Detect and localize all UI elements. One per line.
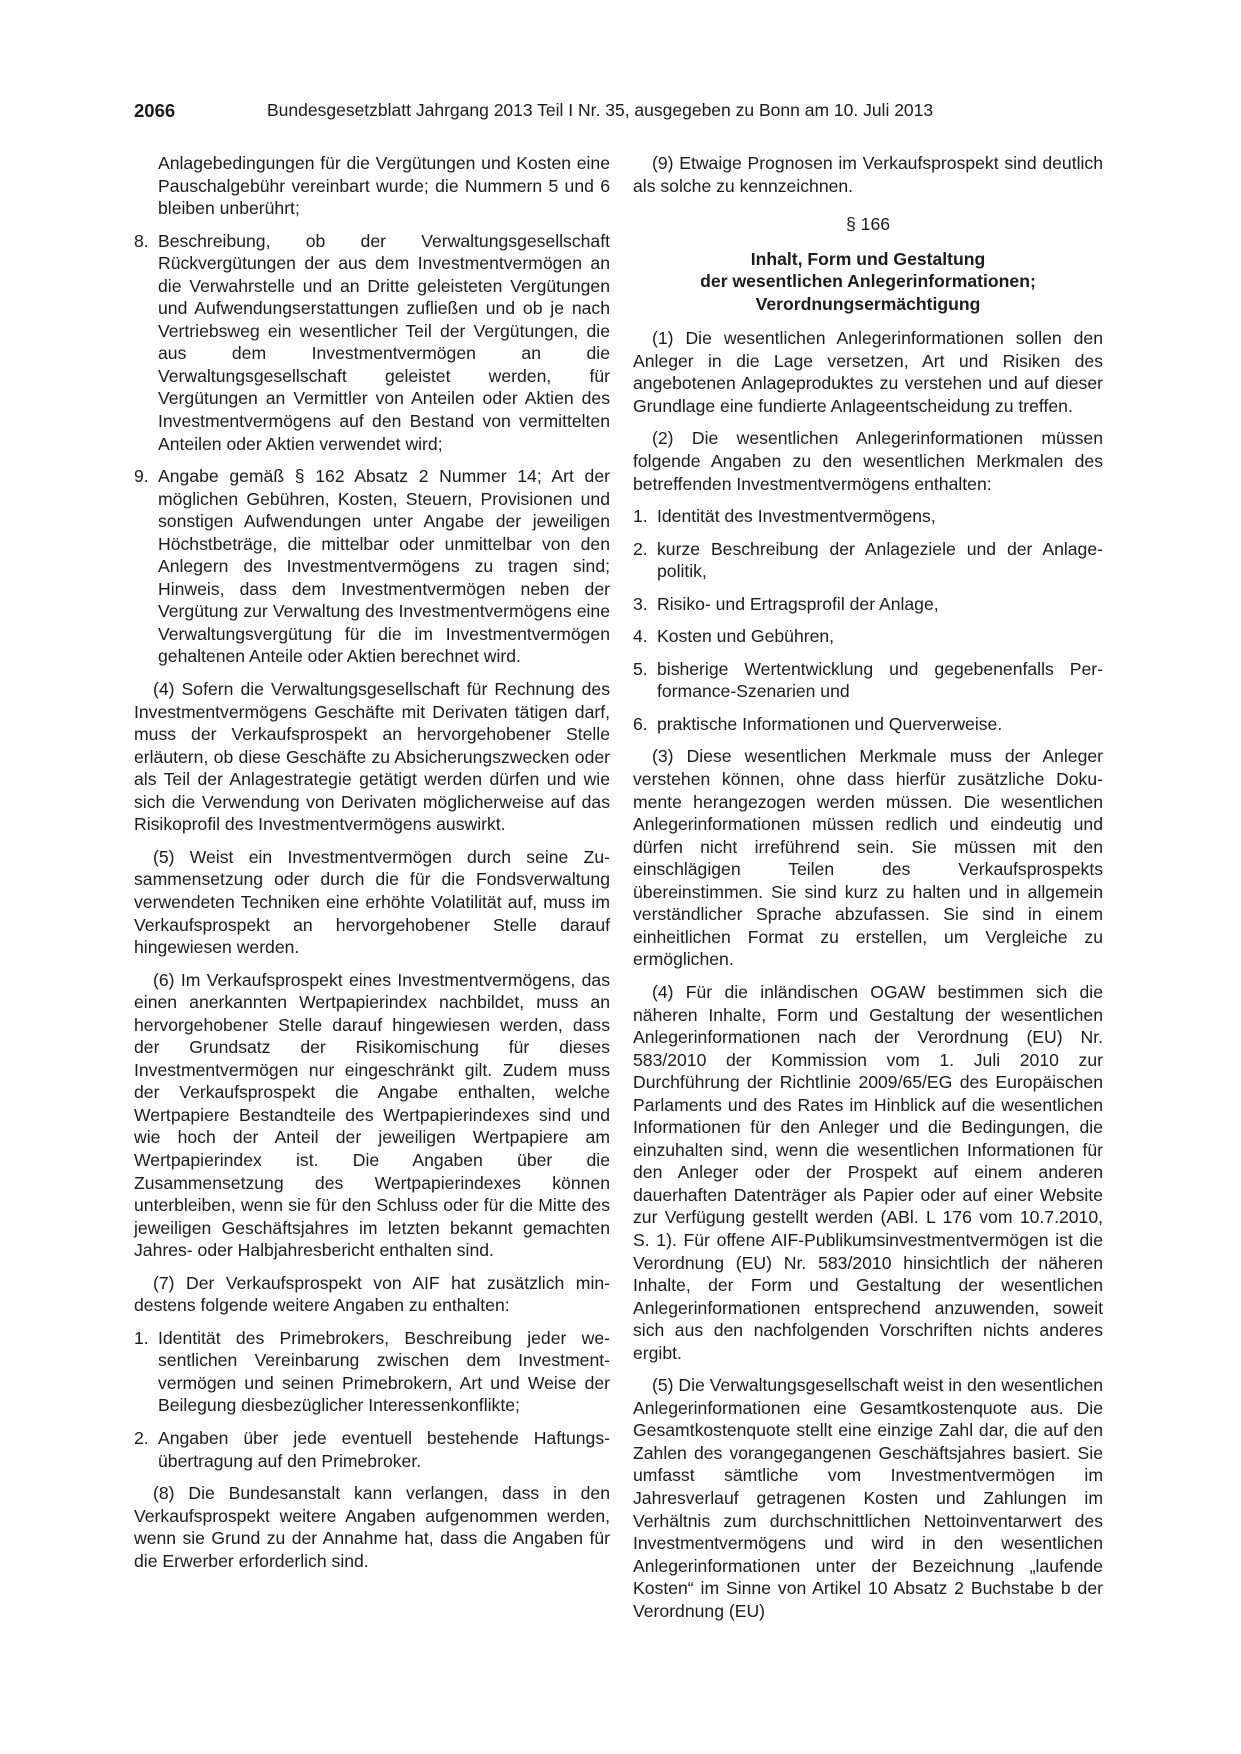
continuation-text: Anlagebedingungen für die Vergütungen und Kosten eine Pauschalgebühr vereinbart wurde; die Nummern 5 und 6 bleiben unberührt; (158, 153, 610, 219)
list-item-number: 5. (633, 658, 648, 679)
list-item (633, 625, 1103, 648)
section-title-line: Verordnungsermächtigung (755, 293, 981, 314)
list-item (633, 593, 1103, 616)
paragraph-4: (4) Für die inländischen OGAW bestimmen sich die näheren Inhalte, Form und Gestaltung der wesentlichen Anlegerinformationen nach der Verordnung (EU) Nr. 583/2010 der Kommission vom 1. Juli 2010 zur Durchführung der Richtlinie 2009/65/EG des Europäischen Parlaments und des Rates im Hinblick auf die wesentlichen Informationen für den Anleger und die Bedingungen, die einzuhalten sind, wenn die wesentlichen Informationen für den Anleger oder der Prospekt auf einem anderen dauerhaften Datenträger als Papier oder auf einer Website zur Verfügung gestellt werden (ABl. L 176 vom 10.7.2010, S. 1). Für offene AIF-Publikumsinvestmentvermögen ist die Verordnung (EU) Nr. 583/2010 hinsichtlich der näheren Inhalte, der Form und Gestaltung der wesentlichen Anlegerinformationen entsprechend anzuwenden, soweit sich aus den nachfolgenden Vorschriften nichts anderes ergibt. (633, 981, 1103, 1363)
list-item-number: 9. (134, 466, 149, 487)
paragraph-2: (2) Die wesentlichen Anlegerinformationen müssen folgende Angaben zu den wesentlichen Merkmalen des betreffenden Investmentvermögens enthalten: (633, 428, 1103, 494)
running-head: Bundesgesetzblatt Jahrgang 2013 Teil I Nr. 35, ausgegeben zu Bonn am 10. Juli 2013 (267, 100, 934, 120)
list-item-number: 1. (134, 1327, 149, 1348)
paragraph-4: (4) Sofern die Verwaltungsgesellschaft für Rechnung des Investmentvermögens Geschäfte mit Derivaten tätigen darf, muss der Verkaufsprospekt an hervorgehobener Stelle erläutern, ob diese Geschäfte zu Absicherungszwecken oder als Teil der Anlagestrategie getätigt werden dürfen und wie sich die Verwendung von Derivaten möglicherweise auf das Risikoprofil des Investmentvermögens auswirkt. (134, 679, 610, 835)
paragraph-7: (7) Der Verkaufsprospekt von AIF hat zusätzlich mindestens folgende weitere Angaben zu enthalten: (134, 1272, 610, 1316)
paragraph-9: (9) Etwaige Prognosen im Verkaufsprospekt sind deutlich als solche zu kennzeichnen. (633, 153, 1103, 196)
list-item (134, 1327, 610, 1417)
paragraph-8: (8) Die Bundesanstalt kann verlangen, dass in den Verkaufsprospekt weitere Angaben aufgenommen werden, wenn sie Grund zu der Annahme hat, dass die Angaben für die Erwerber erforderlich sind. (134, 1483, 610, 1571)
list-item (633, 713, 1103, 736)
list-item (633, 505, 1103, 528)
list-item-text: Angaben über jede eventuell bestehende Haftungsübertragung auf den Primebroker. (158, 1427, 610, 1471)
list-item-text: Identität des Primebrokers, Beschreibung jeder wesentlichen Vereinbarung zwischen dem Investmentvermögen und seinen Primebrokern, Art und Weise der Beilegung diesbezüglicher Interessenkonflikte; (158, 1327, 610, 1416)
list-item-text: bisherige Wertentwicklung und gegebenenfalls Performance-Szenarien und (657, 658, 1103, 702)
paragraph-1: (1) Die wesentlichen Anlegerinformationen sollen den Anleger in die Lage versetzen, Art und Risiken des angebotenen Anlageproduktes zu verstehen und auf dieser Grundlage eine fundierte Anlageentscheidung zu treffen. (633, 328, 1103, 416)
paragraph-5: (5) Weist ein Investmentvermögen durch seine Zusammensetzung oder durch die für die Fondsverwaltung verwendeten Techniken eine erhöhte Volatilität auf, muss im Verkaufsprospekt an hervorgehobener Stelle darauf hingewiesen werden. (134, 846, 610, 958)
list-item-text: Kosten und Gebühren, (657, 626, 835, 647)
list-item-text: kurze Beschreibung der Anlageziele und der Anlagepolitik, (657, 538, 1103, 582)
paragraph-6: (6) Im Verkaufsprospekt eines Investmentvermögens, das einen anerkannten Wertpapierindex nachbildet, muss an hervorgehobener Stelle darauf hingewiesen werden, dass der Grundsatz der Risikomischung für dieses Investmentvermögen nur eingeschränkt gilt. Zudem muss der Verkaufsprospekt die Angabe enthalten, welche Wertpapiere Bestandteile des Wertpapierindexes sind und wie hoch der Anteil der jeweiligen Wertpapiere am Wertpapierindex ist. Die Angaben über die Zusammensetzung des Wertpapierindexes können unterbleiben, wenn sie für den Schluss oder für die Mitte des jeweiligen Geschäftsjahres im letzten bekannt gemachten Jahres- oder Halbjahresbericht enthalten sind. (134, 969, 610, 1261)
list-item-number: 8. (134, 230, 149, 251)
list-item-number: 1. (633, 506, 648, 527)
left-column (134, 152, 610, 1582)
list-item (134, 465, 610, 668)
page-number: 2066 (134, 100, 176, 121)
section-title-line: der wesentlichen Anlegerinformationen; (700, 271, 1036, 292)
list-item-text: Risiko- und Ertragsprofil der Anlage, (657, 593, 939, 614)
list-item-number: 2. (134, 1427, 149, 1448)
list-item-text: praktische Informationen und Querverweise. (657, 713, 1003, 734)
section-number: § 166 (845, 214, 891, 235)
paragraph-5: (5) Die Verwaltungsgesellschaft weist in den wesentlichen Anlegerinformationen eine Gesamtkostenquote aus. Die Gesamtkostenquote stellt eine einzige Zahl dar, die auf den Zahlen des vorangegangenen Geschäftsjahres basiert. Sie umfasst sämtliche vom Investmentvermögen im Jahresverlauf getragenen Kosten und Zahlungen im Verhältnis zum durchschnittlichen Nettoinventarwert des Investmentvermögens und wird in den wesentlichen Anlegerinformationen unter der Bezeichnung „laufende Kosten“ im Sinne von Artikel 10 Absatz 2 Buchstabe b der Verordnung (EU) (633, 1375, 1103, 1621)
list-item (134, 230, 610, 455)
list-item-text: Identität des Investmentvermögens, (657, 506, 936, 527)
right-column (633, 152, 1103, 1632)
list-item (633, 538, 1103, 583)
paragraph-3: (3) Diese wesentlichen Merkmale muss der Anleger verstehen können, ohne dass hierfür zusätzliche Dokumente herangezogen werden müssen. Die wesentlichen Anlegerinformationen müssen redlich und eindeutig und dürfen nicht irreführend sein. Sie müssen mit den einschlägigen Teilen des Verkaufsprospekts übereinstimmen. Sie sind kurz zu halten und in allgemein verständlicher Sprache abzufassen. Sie sind in einem einheitlichen Format zu erstellen, um Vergleiche zu ermöglichen. (633, 746, 1103, 970)
list-item (134, 1427, 610, 1472)
page-header (134, 100, 1102, 124)
section-title-line: Inhalt, Form und Gestaltung (750, 248, 986, 269)
list-item (633, 658, 1103, 703)
section-title (633, 248, 1103, 316)
list-item-text: Beschreibung, ob der Verwaltungsgesellschaft Rückvergütungen der aus dem Investmentvermögen an die Verwahrstelle und an Dritte geleisteten Vergütungen und Aufwendungserstattungen zufließen und ob je nach Vertriebsweg ein wesentlicher Teil der Vergütungen, die aus dem Investmentvermögen an die Verwaltungsgesellschaft geleistet werden, für Vergütungen an Vermittler von Anteilen oder Aktien des Investmentvermögens auf den Bestand von vermittelten Anteilen oder Aktien verwendet wird; (158, 230, 610, 454)
list-item-number: 6. (633, 713, 648, 734)
list-item-text: Angabe gemäß § 162 Absatz 2 Nummer 14; Art der möglichen Gebühren, Kosten, Steuern, Provisionen und sonstigen Aufwendungen unter Angabe der jeweiligen Höchstbeträge, die mittelbar oder unmittelbar von den Anlegern des Investmentvermögens zu tragen sind; Hinweis, dass dem Investmentvermögen neben der Vergütung zur Verwaltung des Investmentvermögens eine Verwaltungsvergütung für die im Investmentvermögen gehaltenen Anteile oder Aktien berechnet wird. (158, 466, 610, 667)
list-item-number: 2. (633, 538, 648, 559)
list-item-number: 3. (633, 593, 648, 614)
list-item-number: 4. (633, 626, 648, 647)
